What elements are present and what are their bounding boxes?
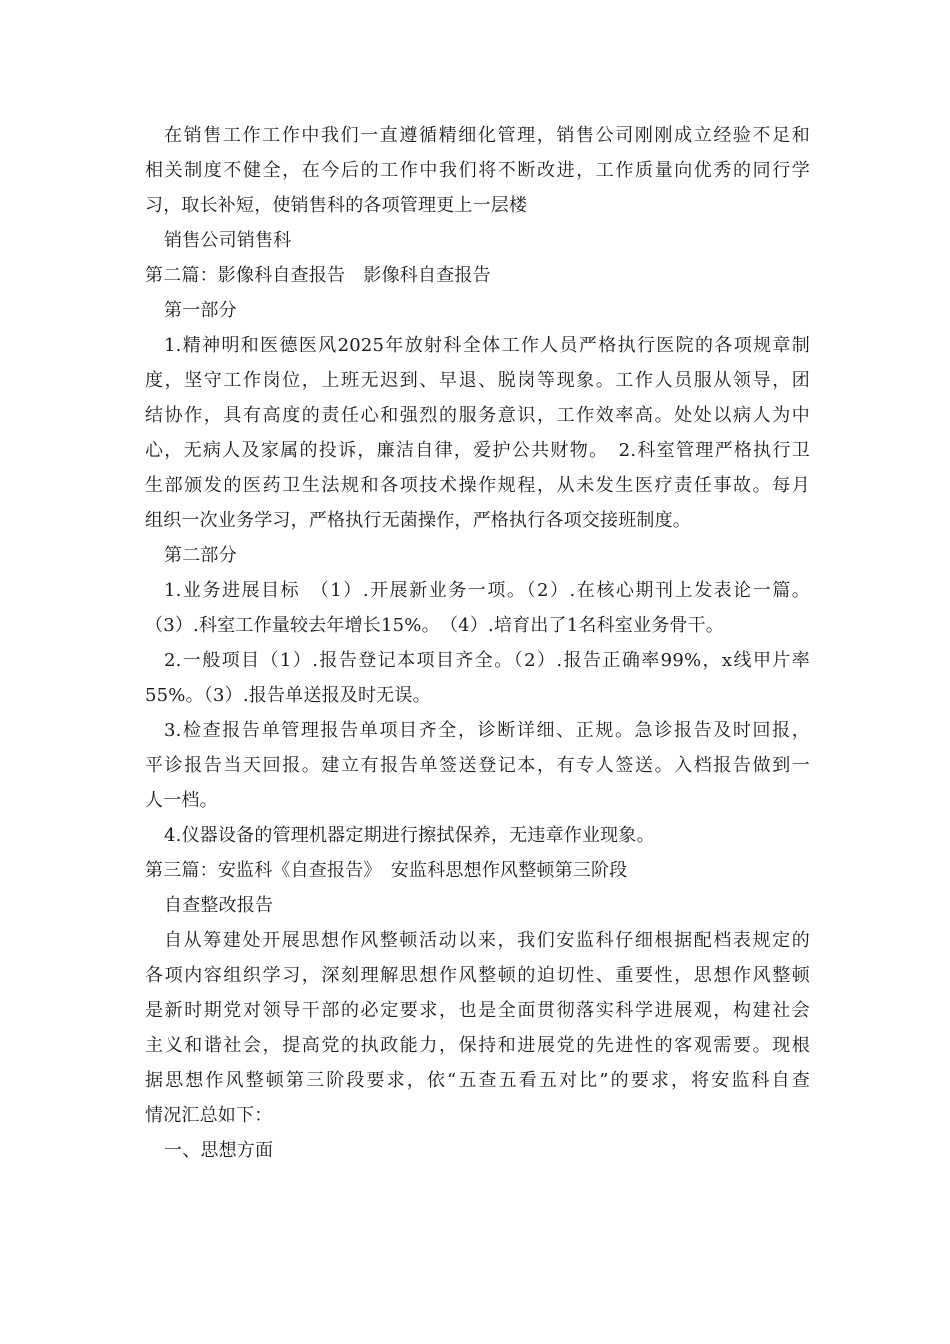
text-line: 第二部分 (164, 545, 237, 566)
text-line: 3.检查报告单管理报告单项目齐全，诊断详细、正规。急诊报告及时回报， (164, 720, 810, 741)
text-line: 销售公司销售科 (164, 230, 292, 251)
document-body (145, 118, 810, 1168)
text-line: 心，无病人及家属的投诉，廉洁自律，爱护公共财物。 2.科室管理严格执行卫 (145, 440, 810, 461)
text-line: 在销售工作工作中我们一直遵循精细化管理，销售公司刚刚成立经验不足和 (164, 125, 810, 146)
text-line: 结协作，具有高度的责任心和强烈的服务意识，工作效率高。处处以病人为中 (145, 405, 810, 426)
text-line: （3）.科室工作量较去年增长15%。 （4）.培育出了1名科室业务骨干。 (145, 615, 725, 636)
text-line: 据思想作风整顿第三阶段要求，依“五查五看五对比”的要求，将安监科自查 (145, 1070, 810, 1091)
text-line: 第三篇：安监科《自查报告》 安监科思想作风整顿第三阶段 (145, 860, 628, 881)
text-line: 主义和谐社会，提高党的执政能力，保持和进展党的先进性的客观需要。现根 (145, 1035, 810, 1056)
text-line: 习，取长补短，使销售科的各项管理更上一层楼 (145, 195, 528, 216)
text-line: 是新时期党对领导干部的必定要求，也是全面贯彻落实科学进展观，构建社会 (145, 1000, 810, 1021)
text-line: 第一部分 (164, 300, 237, 321)
text-line: 平诊报告当天回报。建立有报告单签送登记本，有专人签送。入档报告做到一 (145, 755, 810, 776)
text-line: 度，坚守工作岗位，上班无迟到、早退、脱岗等现象。工作人员服从领导，团 (145, 370, 810, 391)
text-line: 自查整改报告 (164, 895, 274, 916)
text-line: 各项内容组织学习，深刻理解思想作风整顿的迫切性、重要性，思想作风整顿 (145, 965, 810, 986)
text-line: 人一档。 (145, 790, 218, 811)
text-line: 第二篇：影像科自查报告 影像科自查报告 (145, 265, 491, 286)
text-line: 组织一次业务学习，严格执行无菌操作，严格执行各项交接班制度。 (145, 510, 691, 531)
text-line: 1.业务进展目标 （1）.开展新业务一项。（2）.在核心期刊上发表论一篇。 (164, 580, 810, 601)
text-line: 情况汇总如下： (145, 1105, 273, 1126)
text-line: 一、思想方面 (164, 1140, 274, 1161)
text-line: 55%。（3）.报告单送报及时无误。 (145, 685, 431, 706)
text-line: 1.精神明和医德医风2025年放射科全体工作人员严格执行医院的各项规章制 (164, 335, 810, 356)
text-line: 生部颁发的医药卫生法规和各项技术操作规程，从未发生医疗责任事故。每月 (145, 475, 810, 496)
text-line: 自从筹建处开展思想作风整顿活动以来，我们安监科仔细根据配档表规定的 (164, 930, 810, 951)
text-line: 2.一般项目（1）.报告登记本项目齐全。（2）.报告正确率99%，x线甲片率 (164, 650, 810, 671)
text-line: 相关制度不健全，在今后的工作中我们将不断改进，工作质量向优秀的同行学 (145, 160, 810, 181)
text-line: 4.仪器设备的管理机器定期进行擦拭保养，无违章作业现象。 (164, 825, 655, 846)
